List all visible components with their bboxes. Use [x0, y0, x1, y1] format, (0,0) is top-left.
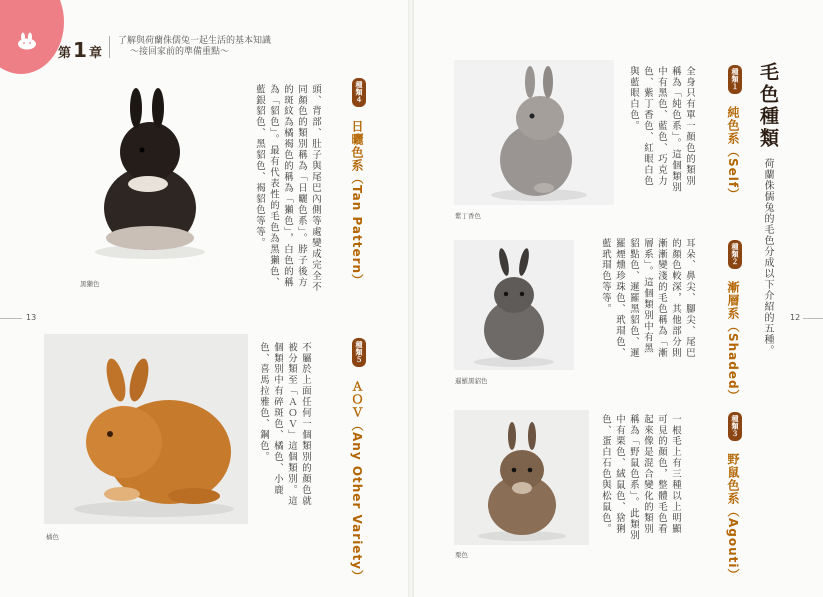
type-badge-3: 種類３: [728, 412, 742, 441]
photo-siamese-sable-rabbit: [454, 240, 574, 370]
chapter-label: [58, 38, 102, 62]
siamese-sable-rabbit-icon: [454, 240, 574, 370]
type-title-5: ＡＯＶ（Any Other Variety）: [350, 380, 364, 584]
type-title-3: 野鼠色系（Agouti）: [726, 453, 740, 582]
chapter-suffix: 章: [88, 46, 102, 61]
type-text-3: 一根毛上有三種以上明顯可見的顏色，整體毛色看起來像是混合變化的類別稱為「野鼠色系」。此類別中有栗色、絨鼠色、猞猁色、蛋白石色與松鼠色。: [600, 414, 681, 542]
caption-orange: 橘色: [46, 533, 59, 541]
type-title-4: 日曬色系（Tan Pattern）: [350, 120, 364, 288]
type-badge-5: 種類５: [352, 338, 366, 367]
photo-chestnut-rabbit: [454, 410, 589, 545]
type-badge-1: 種類１: [728, 65, 742, 94]
chapter-title-line1: 了解與荷蘭侏儒兔一起生活的基本知識: [118, 36, 272, 46]
type-badge-4: 種類４: [352, 78, 366, 107]
page-gutter: [408, 0, 414, 597]
type-text-2: 耳朵、鼻尖、腳尖、尾巴的顏色較深，其他部分則漸漸變淺的毛色稱為「漸層系」。這個類別中有黑貂點色、暹羅黑貂色、暹羅煙燻珍珠色、玳瑁色、藍玳瑁色等等。: [600, 238, 695, 359]
chestnut-rabbit-icon: [454, 410, 589, 545]
orange-rabbit-icon: [44, 334, 248, 524]
bunny-logo-icon: [14, 32, 40, 50]
photo-orange-rabbit: [44, 334, 248, 524]
type-badge-2: 種類２: [728, 240, 742, 269]
type-text-4: 頭、背部、肚子與尾巴內側等處變成完全不同顏色的類別稱為「日曬色系」。脖子後方的斑紋為橘褐色的稱為「獺色」，白色的稱為「貂色」。最有代表性的毛色為黑獺色、藍銀貂色、黑貂色、褐貂色等等。: [254, 84, 321, 293]
type-title-1: 純色系（Self）: [726, 106, 740, 202]
page-number-right: 12: [790, 313, 801, 322]
page-rule-right: [803, 318, 823, 319]
type-text-1: 全身只有單一顏色的類別稱為「純色系」。這個類別中有黑色、藍色、巧克力色、紫丁香色、紅眼白色與藍眼白色。: [628, 66, 695, 194]
caption-black-otter: 黑獺色: [80, 280, 100, 288]
chapter-title: [118, 36, 271, 58]
page-number-left: 13: [26, 313, 37, 322]
caption-siamese: 暹羅黑貂色: [455, 377, 488, 385]
chapter-title-line2: ～接回家前的準備重點～: [130, 47, 230, 57]
type-title-2: 漸層系（Shaded）: [726, 281, 740, 403]
chapter-divider: [109, 36, 110, 58]
section-heading: 毛色種類: [757, 62, 779, 150]
black-otter-rabbit-icon: [78, 80, 218, 270]
caption-chestnut: 栗色: [455, 551, 468, 559]
page-rule-left: [0, 318, 22, 319]
intro-text: 荷蘭侏儒兔的毛色分成以下介紹的五種。: [762, 158, 773, 356]
type-text-5: 不屬於上面任何一個類別的顏色就被分類至「ＡＯＶ」這個類別。這個類別中有碎斑色、橘色、小鹿色、喜馬拉雅色、鋼色。: [258, 342, 311, 507]
chapter-prefix: 第: [58, 46, 72, 61]
photo-lilac-rabbit: [454, 60, 614, 205]
photo-black-otter-rabbit: [78, 80, 218, 270]
caption-lilac: 紫丁香色: [455, 212, 481, 220]
lilac-rabbit-icon: [454, 60, 614, 205]
chapter-number: 1: [73, 38, 87, 62]
